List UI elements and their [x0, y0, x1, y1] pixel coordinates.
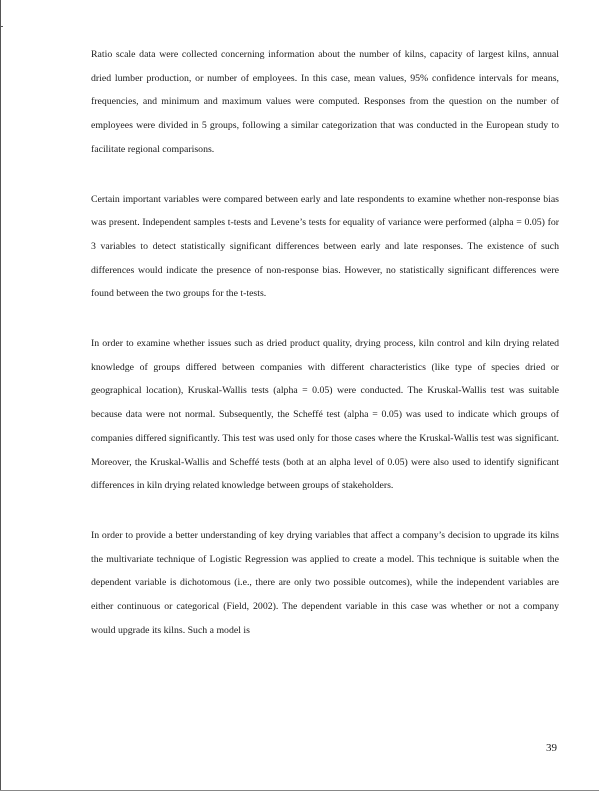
- paragraph-ratio-scale-data: Ratio scale data were collected concerning information about the number of kilns, capacity of largest kilns, annual dried lumber production, or number of employees. In this case, mean values, 95% confidence intervals for means, frequencies, and minimum and maximum values were computed. Responses from the question on the number of employees were divided in 5 groups, following a similar categorization that was conducted in the European study to facilitate regional comparisons.: [91, 49, 559, 155]
- scan-edge-mark: [0, 26, 3, 27]
- paragraph-logistic-regression: In order to provide a better understanding of key drying variables that affect a company’s decision to upgrade its kilns the multivariate technique of Logistic Regression was applied to create a model. This technique is suitable when the dependent variable is dichotomous (i.e., there are only two possible outcomes), while the independent variables are either continuous or categorical (Field, 2002). The dependent variable in this case was whether or not a company would upgrade its kilns. Such a model is: [91, 529, 559, 636]
- scan-left-edge: [0, 0, 1, 791]
- paragraph-kruskal-wallis: In order to examine whether issues such as dried product quality, drying process, kiln control and kiln drying related knowledge of groups differed between companies with different characteristics (like type of species dried or geographical location), Kruskal-Wallis tests (alpha = 0.05) were conducted. The Kruskal-Wallis test was suitable because data were not normal. Subsequently, the Scheffé test (alpha = 0.05) was used to indicate which groups of companies differed significantly. This test was used only for those cases where the Kruskal-Wallis test was significant. Moreover, the Kruskal-Wallis and Scheffé tests (both at an alpha level of 0.05) were also used to identify significant differences in kiln drying related knowledge between groups of stakeholders.: [91, 338, 559, 492]
- body-text: [91, 43, 559, 668]
- paragraph-non-response-bias: Certain important variables were compared between early and late respondents to examine whether non-response bias was present. Independent samples t-tests and Levene’s tests for equality of variance were performed (alpha = 0.05) for 3 variables to detect statistically significant differences between early and late responses. The existence of such differences would indicate the presence of non-response bias. However, no statistically significant differences were found between the two groups for the t-tests.: [91, 193, 559, 300]
- page-number: 39: [546, 742, 557, 754]
